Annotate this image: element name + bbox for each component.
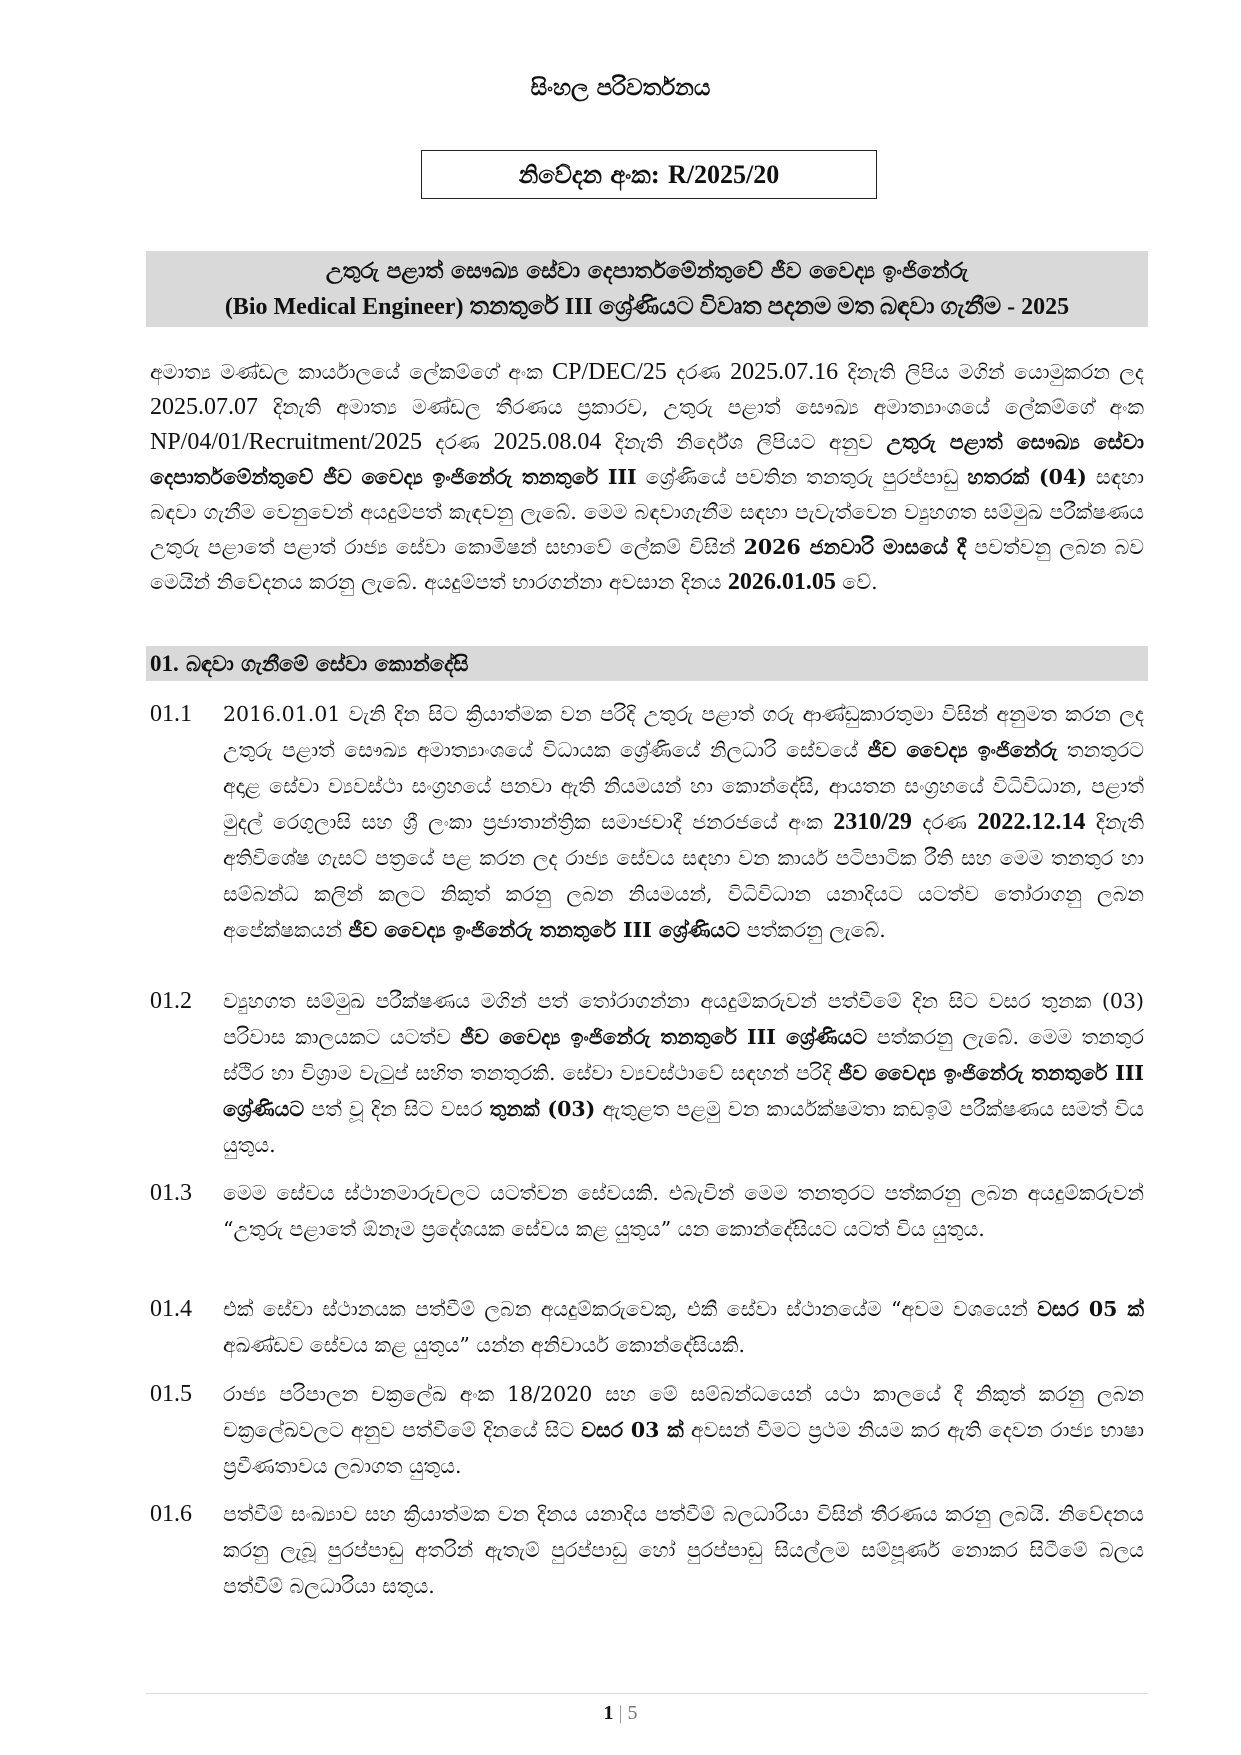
- intro-text: ශ්‍රේණියේ පවතින තනතුරු පුරප්පාඩු: [636, 465, 968, 489]
- item-text-part: පත්කරනු ලැබේ. මෙම තනතුර ස්ථිර හා විශ්‍රාම වැටුප් සහිත තනතුරකි. සේවා ව්‍යවස්ථාවේ සඳහන් පරිදි: [223, 1025, 1144, 1085]
- item-text-part: පත්කරනු ලැබේ.: [740, 918, 886, 942]
- item-text-part: 2016.01.01 වැනි දින සිට ක්‍රියාත්මක වන පරිදි උතුරු පළාත් ගරු ආණ්ඩුකාරතුමා විසින් අනුමත කරන ලද උතුරු පළාත් සෞඛ්‍ය අමාත්‍යාංශයේ විධායක ශ්‍රේණියේ නිලධාරි සේවයේ: [223, 702, 1144, 762]
- item-bold: ජීව වෛද්‍ය ඉංජිනේරු තනතුරේ III ශ්‍රේණියට: [460, 1025, 868, 1049]
- intro-text: වේ.: [835, 570, 878, 594]
- intro-text: දිනැති අමාත්‍ය මණ්ඩල තීරණය ප්‍රකාරව, උතුරු පළාත් සෞඛ්‍ය අමාත්‍යාංශයේ ලේකම්ගේ අංක: [258, 395, 1144, 419]
- item-text-part: ඇතුළත පළමු වන කාර්යක්ෂමතා කඩඉම් පරීක්ෂණය සමත් විය යුතුය.: [223, 1097, 1144, 1157]
- item-text-part: පත්වීම් සංඛ්‍යාව සහ ක්‍රියාත්මක වන දිනය යනාදිය පත්වීම් බලධාරියා විසින් තීරණය කරනු ලබයි. නිවේදනය කරනු ලැබූ පුරප්පාඩු අතරින් ඇතැම් පුරප්පාඩු හෝ පුරප්පාඩු සියල්ලම සම්පූර්ණ නොකර සිටීමේ බලය පත්වීම් බලධාරියා සතුය.: [223, 1502, 1144, 1598]
- item-text: [223, 1376, 1144, 1484]
- notice-label: නිවේදන අංක:: [518, 160, 660, 189]
- intro-text: දිනැති ලිපිය මගින් යොමුකරන ලද: [838, 360, 1144, 384]
- notice-number-box: [421, 150, 877, 199]
- item-text: [223, 1496, 1144, 1604]
- item-bold: 2310/29: [833, 809, 912, 835]
- item-bold: ජීව වෛද්‍ය ඉංජිනේරු: [867, 738, 1058, 762]
- intro-date: 2025.08.04: [493, 429, 602, 455]
- intro-bold: 2026 ජනවාරි මාසයේ දී: [743, 535, 966, 559]
- item-number: 01.5: [150, 1381, 192, 1407]
- page-separator: |: [618, 1702, 623, 1724]
- intro-reference: CP/DEC/25: [552, 359, 667, 385]
- item-text: [223, 983, 1144, 1163]
- section-heading: [146, 646, 1148, 681]
- intro-closing-date: 2026.01.05: [727, 569, 836, 595]
- document-heading: [146, 251, 1148, 327]
- item-text: [223, 1291, 1144, 1363]
- item-text-part: අවසන් වීමට ප්‍රථම නියම කර ඇති දෙවන රාජ්‍ය භාෂා ප්‍රවීණතාවය ලබාගත යුතුය.: [223, 1418, 1144, 1478]
- intro-bold: හතරක් (04): [967, 465, 1087, 489]
- item-text-part: රාජ්‍ය පරිපාලන චක්‍රලේඛ අංක 18/2020 සහ මේ සම්බන්ධයෙන් යථා කාලයේ දී නිකුත් කරනු ලබන චක්‍රලේඛවලට අනුව පත්වීමේ දිනයේ සිට: [223, 1382, 1144, 1442]
- item-bold: තුනක් (03): [489, 1097, 596, 1121]
- item-number: 01.6: [150, 1501, 192, 1527]
- item-text-part: තනතුරට අදාළ සේවා ව්‍යවස්ථා සංග්‍රහයේ පනවා ඇති නියමයන් හා කොන්දේසි, ආයතන සංග්‍රහයේ විධිවිධාන, පළාත් මුදල් රෙගුලාසි සහ ශ්‍රී ලංකා ප්‍රජාතාන්ත්‍රික සමාජවාදී ජනරජයේ අංක: [223, 738, 1144, 834]
- heading-line-1: උතුරු පළාත් සෞඛ්‍ය සේවා දෙපාර්තමේන්තුවේ ජීව වෛද්‍ය ඉංජිනේරු: [325, 258, 969, 284]
- item-number: 01.2: [150, 988, 192, 1014]
- item-text-part: අඛණ්ඩව සේවය කළ යුතුය” යන්න අනිවාර්ය කොන්දේසියකි.: [223, 1333, 746, 1357]
- item-text-part: දිනැති අතිවිශේෂ ගැසට් පත්‍රයේ පළ කරන ලද රාජ්‍ය සේවය සඳහා වන කාර්ය පටිපාටික රීති සහ මෙම තනතුර හා සම්බන්ධ කලින් කලට නිකුත් කරනු ලබන නියමයන්, විධිවිධාන යනාදියට යටත්ව තෝරාගනු ලබන අපේක්ෂකයන්: [223, 810, 1144, 942]
- translation-title: සිංහල පරිවර්තනය: [530, 74, 711, 101]
- intro-date: 2025.07.07: [150, 394, 258, 420]
- intro-paragraph: [150, 355, 1144, 600]
- total-pages: 5: [627, 1702, 638, 1724]
- item-text-part: දරණ: [911, 810, 978, 834]
- item-bold: ජීව වෛද්‍ය ඉංජිනේරු තනතුරේ III ශ්‍රේණියට: [348, 918, 741, 942]
- intro-text: අමාත්‍ය මණ්ඩල කාර්යාලයේ ලේකම්ගේ අංක: [150, 360, 553, 384]
- intro-text: පවත්වනු ලබන බව මෙයින් නිවේදනය කරනු ලැබේ. අයදුම්පත් භාරගන්නා අවසාන දිනය: [150, 535, 1144, 594]
- item-number: 01.3: [150, 1180, 192, 1206]
- notice-number: R/2025/20: [667, 159, 780, 189]
- page-number: [0, 1702, 1241, 1725]
- item-number: 01.4: [150, 1296, 192, 1322]
- intro-text: දිනැති නිර්දේශ ලිපියට අනුව: [601, 430, 887, 454]
- item-bold: ජීව වෛද්‍ය ඉංජිනේරු තනතුරේ III ශ්‍රේණියට: [223, 1061, 1145, 1121]
- item-text-part: ව්‍යුහගත සම්මුඛ පරීක්ෂණය මගින් පත් තෝරාගන්නා අයදුම්කරුවන් පත්වීමේ දින සිට වසර තුනක (03) පරිවාස කාලයකට යටත්ව: [223, 989, 1144, 1049]
- current-page: 1: [603, 1702, 614, 1724]
- item-text-part: එක් සේවා ස්ථානයක පත්වීම් ලබන අයදුම්කරුවෙකු, එකී සේවා ස්ථානයේම “අවම වශයෙන්: [223, 1297, 1038, 1321]
- footer-divider: [146, 1693, 1148, 1694]
- intro-text: දරණ: [666, 360, 731, 384]
- item-number: 01.1: [150, 701, 192, 727]
- item-bold: 2022.12.14: [977, 809, 1086, 835]
- intro-date: 2025.07.16: [730, 359, 839, 385]
- section-number: 01.: [150, 651, 179, 676]
- item-text-part: මෙම සේවය ස්ථානමාරුවලට යටත්වන සේවයකි. එබැවින් මෙම තනතුරට පත්කරනු ලබන අයදුම්කරුවන් “උතුරු පළාතේ ඕනෑම ප්‍රදේශයක සේවය කළ යුතුය” යන කොන්දේසියට යටත් විය යුතුය.: [223, 1181, 1144, 1241]
- item-bold: වසර 03 ක්: [581, 1418, 684, 1442]
- intro-text: සඳහා බඳවා ගැනීම වෙනුවෙන් අයදුම්පත් කැඳවනු ලැබේ. මෙම බඳවාගැනීම සඳහා පැවැත්වෙන ව්‍යුහගත සම්මුඛ පරීක්ෂණය උතුරු පළාතේ පළාත් රාජ්‍ය සේවා කොමිෂන් සභාවේ ලේකම් විසින්: [150, 465, 1145, 559]
- heading-line-2: (Bio Medical Engineer) තනතුරේ III ශ්‍රේණියට විවෘත පදනම මත බඳවා ගැනීම - 2025: [224, 294, 1070, 320]
- section-title: බඳවා ගැනීමේ සේවා කොන්දේසි: [178, 651, 469, 676]
- item-bold: වසර 05 ක්: [1037, 1297, 1145, 1321]
- item-text: [223, 696, 1144, 948]
- item-text-part: පත් වූ දින සිට වසර: [304, 1097, 490, 1121]
- intro-bold: උතුරු පළාත් සෞඛ්‍ය සේවා දෙපාර්තමේන්තුවේ ජීව වෛද්‍ය ඉංජිනේරු තනතුරේ III: [150, 430, 1144, 489]
- intro-text: දරණ: [421, 430, 494, 454]
- intro-reference: NP/04/01/Recruitment/2025: [150, 429, 422, 455]
- item-text: [223, 1175, 1144, 1247]
